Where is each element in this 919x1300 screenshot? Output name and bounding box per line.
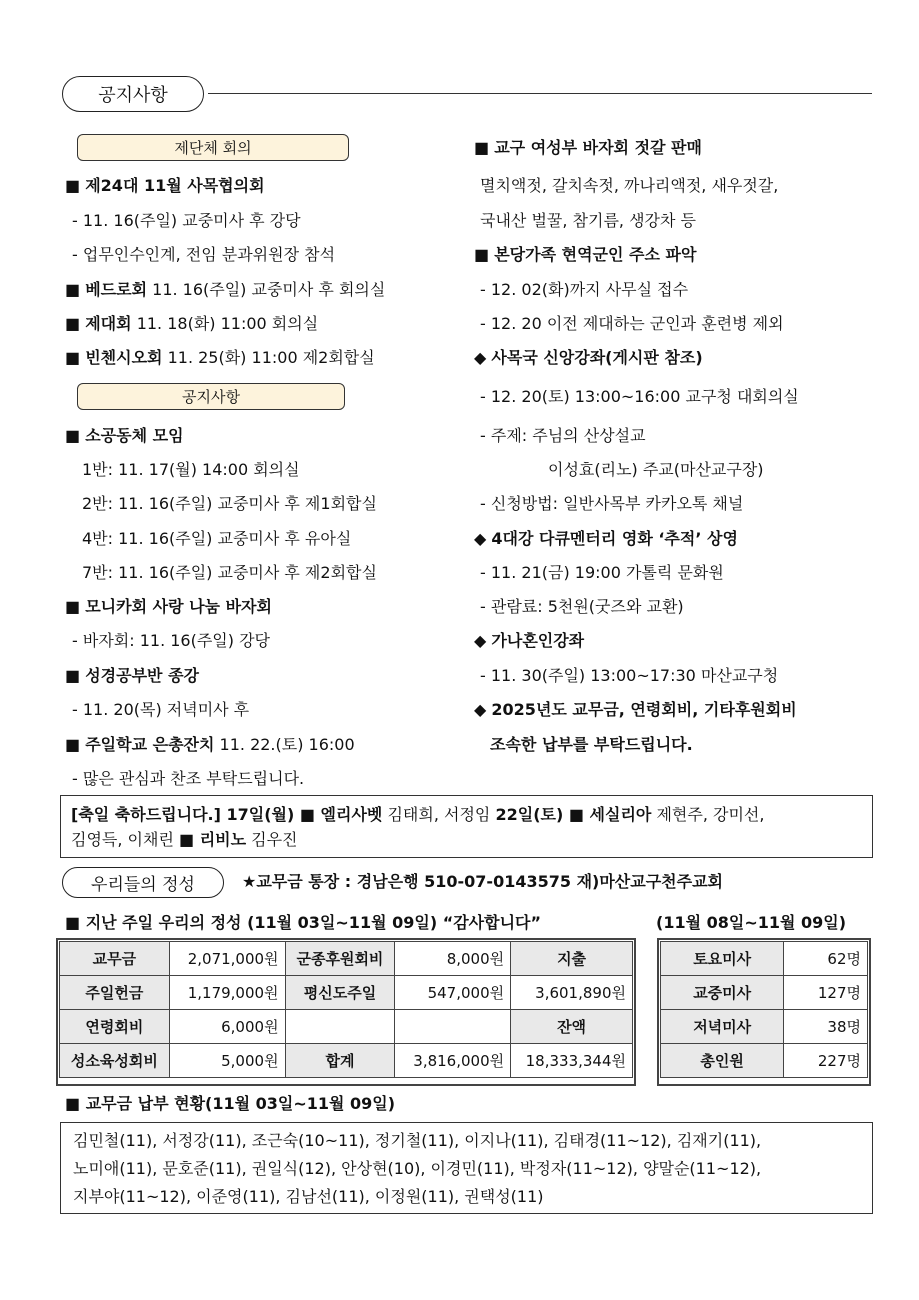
list-item [65, 426, 184, 446]
item-detail: - 11. 21(금) 19:00 가톨릭 문화원 [480, 563, 724, 582]
table-header-cell: 토요미사 [661, 942, 784, 976]
bullet-icon: ■ [65, 597, 81, 616]
item-detail: - 바자회: 11. 16(주일) 강당 [72, 631, 270, 650]
item-detail: 1반: 11. 17(월) 14:00 회의실 [82, 460, 300, 479]
feast-text-7: 김우진 [246, 830, 298, 849]
item-title: 성경공부반 종강 [85, 666, 199, 685]
list-item [474, 348, 703, 368]
table-cell: 8,000원 [395, 942, 511, 976]
list-item [490, 735, 693, 755]
bullet-icon: ◆ [474, 529, 487, 548]
list-item [65, 348, 375, 368]
page-title: 공지사항 [98, 85, 168, 106]
item-title: 빈첸시오회 [85, 348, 163, 367]
dues-line: 김민철(11), 서정강(11), 조근숙(10~11), 정기철(11), 이지나(11), 김태경(11~12), 김재기(11), [73, 1131, 762, 1150]
list-item [480, 280, 688, 300]
list-item [82, 563, 377, 583]
list-item [72, 700, 249, 720]
dues-box [60, 1122, 873, 1214]
item-title: 소공동체 모임 [85, 426, 184, 445]
item-detail: - 주제: 주님의 산상설교 [480, 426, 646, 445]
list-item [480, 387, 799, 407]
list-item [474, 138, 702, 158]
item-detail: - 11. 30(주일) 13:00~17:30 마산교구청 [480, 666, 779, 685]
list-item [474, 700, 797, 720]
table-cell: 5,000원 [169, 1044, 285, 1078]
table-cell: 547,000원 [395, 976, 511, 1010]
table-header-cell: 성소육성회비 [60, 1044, 170, 1078]
table-row [661, 1044, 868, 1078]
list-item [72, 211, 301, 231]
list-item [82, 529, 351, 549]
bullet-icon: ■ [65, 735, 81, 754]
bullet-icon: ■ [65, 176, 81, 195]
feast-text-3: 22일(토) ■ 세실리아 [495, 805, 652, 824]
table-cell: 227명 [784, 1044, 868, 1078]
bullet-icon: ■ [65, 666, 81, 685]
offering-table [59, 941, 633, 1078]
item-title: 베드로회 [85, 280, 148, 299]
table-row [661, 942, 868, 976]
item-title: 모니카회 사랑 나눔 바자회 [85, 597, 272, 616]
item-detail: 11. 18(화) 11:00 회의실 [136, 314, 319, 333]
list-item [65, 280, 385, 300]
list-item [72, 769, 304, 789]
item-detail: 국내산 벌꿀, 참기름, 생강차 등 [480, 211, 696, 230]
offering-pill [62, 867, 224, 898]
item-title: 제대회 [85, 314, 132, 333]
item-title: 조속한 납부를 부탁드립니다. [490, 735, 693, 754]
table-row [661, 1010, 868, 1044]
meetings-tag-label: 제단체 회의 [174, 139, 252, 157]
table-header-cell [285, 1010, 395, 1044]
item-detail: 4반: 11. 16(주일) 교중미사 후 유아실 [82, 529, 352, 548]
feast-text-4: 제현주, 강미선, [651, 805, 765, 824]
item-detail: 이성효(리노) 주교(마산교구장) [548, 460, 764, 479]
offering-heading-right: (11월 08일~11월 09일) [656, 913, 847, 932]
notices-tag [77, 383, 345, 410]
list-item [480, 314, 784, 334]
item-detail: - 관람료: 5천원(굿즈와 교환) [480, 597, 684, 616]
table-row [60, 1010, 633, 1044]
account-info: ★교무금 통장 : 경남은행 510-07-0143575 재)마산교구천주교회 [242, 872, 723, 891]
header-divider [208, 93, 872, 94]
table-header-cell: 연령회비 [60, 1010, 170, 1044]
list-item [474, 529, 738, 549]
table-cell: 1,179,000원 [169, 976, 285, 1010]
list-item [65, 314, 318, 334]
item-detail: 11. 16(주일) 교중미사 후 회의실 [152, 280, 386, 299]
bullet-icon: ■ [65, 426, 81, 445]
table-header-cell: 잔액 [511, 1010, 633, 1044]
list-item [480, 176, 778, 196]
item-detail: 7반: 11. 16(주일) 교중미사 후 제2회합실 [82, 563, 377, 582]
feast-text-5: 김영득, 이채린 [71, 830, 179, 849]
table-header-cell: 평신도주일 [285, 976, 395, 1010]
table-cell: 62명 [784, 942, 868, 976]
section-title-pill [62, 76, 204, 112]
dues-line: 노미애(11), 문호준(11), 권일식(12), 안상현(10), 이경민(11), 박정자(11~12), 양말순(11~12), [73, 1159, 762, 1178]
item-detail: - 많은 관심과 찬조 부탁드립니다. [72, 769, 305, 788]
list-item [65, 735, 355, 755]
bullet-icon: ■ [474, 245, 490, 264]
offering-pill-label: 우리들의 정성 [91, 875, 195, 895]
table-header-cell: 총인원 [661, 1044, 784, 1078]
table-cell: 3,816,000원 [395, 1044, 511, 1078]
bullet-icon: ◆ [474, 348, 487, 367]
item-detail: - 12. 20 이전 제대하는 군인과 훈련병 제외 [480, 314, 784, 333]
list-item [480, 597, 684, 617]
list-item [474, 631, 584, 651]
table-cell: 6,000원 [169, 1010, 285, 1044]
table-header-cell: 군종후원회비 [285, 942, 395, 976]
feast-text-6: ■ 리비노 [179, 830, 247, 849]
list-item [72, 631, 270, 651]
list-item [480, 563, 724, 583]
table-header-cell: 교무금 [60, 942, 170, 976]
table-header-cell: 저녁미사 [661, 1010, 784, 1044]
item-title: 사목국 신앙강좌(게시판 참조) [491, 348, 703, 367]
dues-line: 지부야(11~12), 이준영(11), 김남선(11), 이정원(11), 권택성(11) [73, 1187, 544, 1206]
table-row [661, 976, 868, 1010]
item-detail: - 12. 20(토) 13:00~16:00 교구청 대회의실 [480, 387, 799, 406]
item-title: 가나혼인강좌 [491, 631, 585, 650]
attendance-table [660, 941, 868, 1078]
list-item [65, 666, 199, 686]
list-item [480, 211, 696, 231]
list-item [480, 494, 743, 514]
table-cell: 38명 [784, 1010, 868, 1044]
bullet-icon: ■ [65, 314, 81, 333]
table-cell: 2,071,000원 [169, 942, 285, 976]
item-detail: - 11. 20(목) 저녁미사 후 [72, 700, 250, 719]
list-item [72, 245, 335, 265]
table-row [60, 942, 633, 976]
item-title: 4대강 다큐멘터리 영화 ‘추적’ 상영 [491, 529, 738, 548]
list-item [480, 426, 646, 446]
item-title: 본당가족 현역군인 주소 파악 [494, 245, 697, 264]
list-item [548, 460, 764, 480]
list-item [65, 597, 272, 617]
list-item [65, 176, 265, 196]
list-item [82, 460, 300, 480]
bullet-icon: ◆ [474, 631, 487, 650]
notices-tag-label: 공지사항 [182, 388, 240, 406]
table-header-cell: 합계 [285, 1044, 395, 1078]
feast-box [60, 795, 873, 858]
item-detail: - 업무인수인계, 전임 분과위원장 참석 [72, 245, 336, 264]
item-title: 교구 여성부 바자회 젓갈 판매 [494, 138, 702, 157]
item-title: 제24대 11월 사목협의회 [85, 176, 265, 195]
table-header-cell: 지출 [511, 942, 633, 976]
list-item [474, 245, 696, 265]
feast-text-1: [축일 축하드립니다.] 17일(월) ■ 엘리사벳 [71, 805, 383, 824]
feast-text-2: 김태희, 서정임 [382, 805, 496, 824]
item-detail: 2반: 11. 16(주일) 교중미사 후 제1회합실 [82, 494, 377, 513]
list-item [480, 666, 778, 686]
table-row [60, 1044, 633, 1078]
dues-heading: ■ 교무금 납부 현황(11월 03일~11월 09일) [65, 1094, 396, 1113]
item-detail: 멸치액젓, 갈치속젓, 까나리액젓, 새우젓갈, [480, 176, 779, 195]
table-cell: 127명 [784, 976, 868, 1010]
table-header-cell: 교중미사 [661, 976, 784, 1010]
table-row [60, 976, 633, 1010]
table-cell: 18,333,344원 [511, 1044, 633, 1078]
offering-heading: ■ 지난 주일 우리의 정성 (11월 03일~11월 09일) “감사합니다” [65, 913, 542, 932]
bullet-icon: ■ [474, 138, 490, 157]
item-detail: - 11. 16(주일) 교중미사 후 강당 [72, 211, 301, 230]
bullet-icon: ■ [65, 280, 81, 299]
bullet-icon: ◆ [474, 700, 487, 719]
table-header-cell: 주일헌금 [60, 976, 170, 1010]
list-item [82, 494, 377, 514]
meetings-tag [77, 134, 349, 161]
item-detail: - 12. 02(화)까지 사무실 접수 [480, 280, 689, 299]
item-title: 주일학교 은총잔치 [85, 735, 215, 754]
item-title: 2025년도 교무금, 연령회비, 기타후원회비 [491, 700, 797, 719]
item-detail: 11. 22.(토) 16:00 [219, 735, 355, 754]
item-detail: 11. 25(화) 11:00 제2회합실 [167, 348, 375, 367]
table-cell [395, 1010, 511, 1044]
item-detail: - 신청방법: 일반사목부 카카오톡 채널 [480, 494, 744, 513]
table-cell: 3,601,890원 [511, 976, 633, 1010]
bullet-icon: ■ [65, 348, 81, 367]
